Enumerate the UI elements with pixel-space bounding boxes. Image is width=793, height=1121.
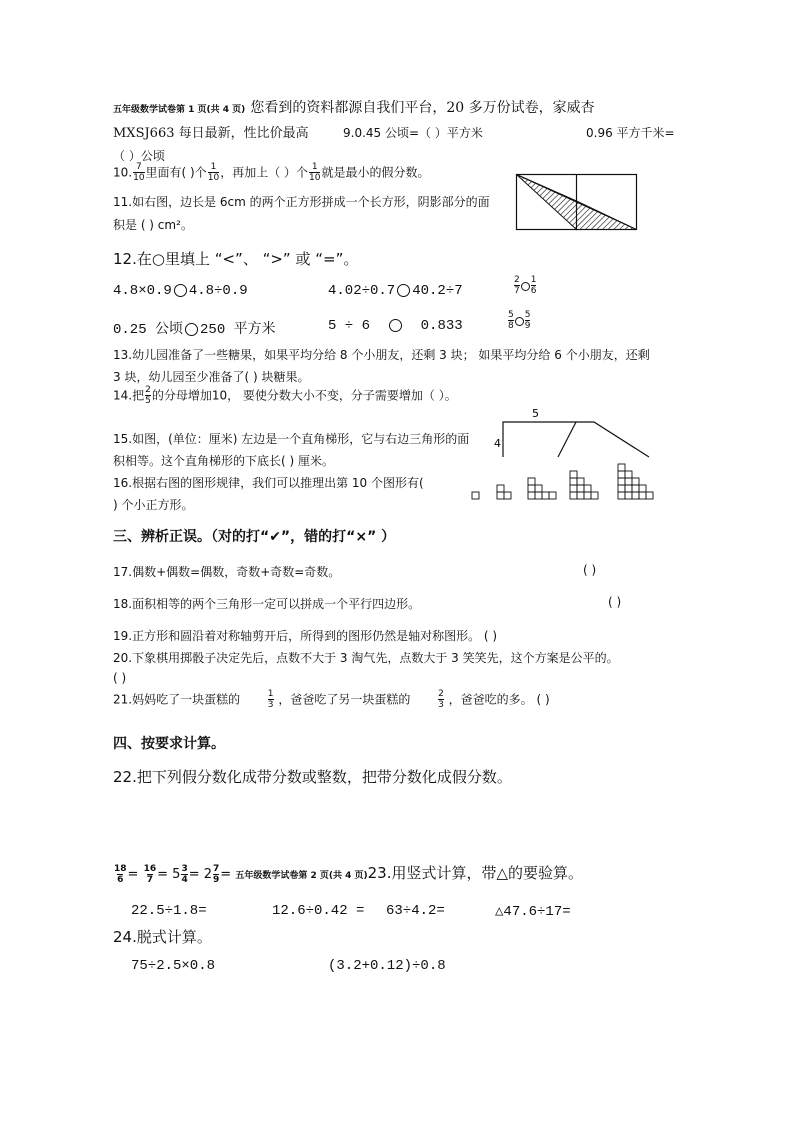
header-line (113, 97, 595, 117)
q11-line-1: 11.如右图，边长是 6cm 的两个正方形拼成一个长方形，阴影部分的面 (113, 195, 490, 209)
section-3-title: 三、辨析正误。（对的打“✔”，错的打“×” ） (113, 529, 396, 545)
q12-fraction-2: $\frac{1}{6}$ (530, 275, 537, 296)
q12-row-1-right (513, 276, 537, 296)
q15-trapezoid-triangle-figure (494, 405, 654, 460)
q18-text: 18.面积相等的两个三角形一定可以拼成一个平行四边形。 (113, 597, 421, 611)
q16-line-1: 16.根据右图的图形规律，我们可以推理出第 10 个图形有( (113, 476, 424, 490)
q10-text-3: ，再加上（ ）个 (220, 165, 309, 180)
q22-title: 22.把下列假分数化成带分数或整数，把带分数化成假分数。 (113, 768, 512, 786)
q22-fraction-d: $\frac{7}{9}$ (213, 863, 220, 885)
q12-row-2-left: 0.25 公顷 250 平方米 (113, 322, 276, 338)
q22-fraction-b: $\frac{16}{7}$ (143, 863, 157, 885)
q10-fraction-2: $\frac{1}{10}$ (207, 162, 220, 183)
q23-title: 23.用竖式计算，带△的要验算。 (367, 864, 584, 882)
q14-fraction: $\frac{2}{5}$ (145, 385, 151, 406)
q24-expression-a: 75÷2.5×0.8 (131, 958, 216, 974)
q10-fraction-3: $\frac{1}{10}$ (309, 162, 321, 183)
q10-text-2: 里面有( )个 (145, 165, 207, 180)
q18-answer-paren[interactable]: ( ) (608, 595, 622, 609)
q9-part-a: 9.0.45 公顷=（ ）平方米 (343, 126, 483, 140)
q12-fraction-3: $\frac{5}{8}$ (508, 310, 514, 331)
page-label-2: 五年级数学试卷第 2 页(共 4 页) (235, 871, 368, 881)
q10-fraction-1: $\frac{7}{10}$ (133, 162, 145, 183)
ad-text-2: MXSJ663 每日最新，性比价最高 (113, 126, 309, 141)
q24-expression-b: (3.2+0.12)÷0.8 (328, 958, 446, 974)
compare-circle[interactable] (389, 319, 402, 332)
q15-figure-label-5: 5 (532, 407, 539, 420)
section-4-title: 四、按要求计算。 (113, 736, 225, 752)
q9-part-c: （ ）公顷 (113, 149, 165, 163)
q20-line-2[interactable]: ( ) (113, 671, 127, 685)
q19-text: 19.正方形和圆沿着对称轴剪开后，所得到的图形仍然是轴对称图形。 ( ) (113, 629, 498, 643)
q22-fraction-a: $\frac{18}{6}$ (114, 863, 127, 885)
q12-title: 12.在○里填上 “<”、 “>” 或 “=”。 (113, 250, 359, 268)
q22-fraction-c: $\frac{3}{4}$ (181, 863, 188, 885)
q12-row-2-right (507, 311, 531, 331)
q15-figure-label-4: 4 (494, 437, 501, 450)
q15-line-1: 15.如图，(单位：厘米) 左边是一个直角梯形，它与右边三角形的面 (113, 432, 470, 446)
compare-circle[interactable] (397, 284, 410, 297)
q20-line-1: 20.下象棋用掷骰子决定先后，点数不大于 3 淘气先，点数大于 3 笑笑先，这个方案是公平的。 (113, 651, 619, 665)
q24-title: 24.脱式计算。 (113, 928, 212, 946)
question-21: 21.妈妈吃了一块蛋糕的 $\frac{1}{3}$ ，爸爸吃了另一块蛋糕的 $\frac{2}{3}$ ，爸爸吃的多。 ( ) (113, 689, 550, 710)
q23-item-2: 12.6÷0.42 = (272, 903, 365, 919)
q12-row-1-left: 4.8×0.9 4.8÷0.9 (113, 283, 248, 299)
q23-item-4: △47.6÷17= (495, 904, 571, 920)
question-10 (113, 163, 429, 183)
q21-fraction-2: $\frac{2}{3}$ (438, 689, 444, 710)
q17-text: 17.偶数+偶数=偶数，奇数+奇数=奇数。 (113, 565, 341, 579)
q13-line-1: 13.幼儿园准备了一些糖果，如果平均分给 8 个小朋友，还剩 3 块； 如果平均分给 6 个小朋友，还剩 (113, 348, 650, 362)
q15-line-2: 积相等。这个直角梯形的下底长( ) 厘米。 (113, 454, 334, 468)
q17-answer-paren[interactable]: ( ) (583, 563, 597, 577)
q12-row-1-mid: 4.02÷0.7 40.2÷7 (328, 283, 463, 299)
q12-fraction-1: $\frac{2}{7}$ (514, 275, 520, 296)
q11-line-2: 积是 ( ) cm²。 (113, 218, 193, 232)
compare-circle[interactable] (185, 323, 198, 336)
q10-number: 10. (113, 165, 133, 180)
ad-text-1: 您看到的资料都源自我们平台，20 多万份试卷，家威杏 (250, 100, 595, 116)
q12-fraction-4: $\frac{5}{9}$ (524, 310, 531, 331)
q16-line-2: ) 个小正方形。 (113, 498, 194, 512)
q16-square-pattern-figure (470, 458, 665, 503)
compare-circle[interactable] (174, 284, 187, 297)
q22-calc-row: $\frac{18}{6}$ = $\frac{16}{7}$ = 5 $\frac{3}{4}$ = 2 $\frac{7}{9}$ = 五年级数学试卷第 2 页(共 4 页)23.用竖式计算，带△的要验算。 (114, 863, 584, 885)
compare-circle[interactable] (521, 282, 530, 291)
q23-item-1: 22.5÷1.8= (131, 903, 207, 919)
question-14: 14.把 $\frac{2}{5}$ 的分母增加10， 要使分数大小不变，分子需要增加（ ）。 (113, 385, 457, 406)
q10-text-4: 就是最小的假分数。 (321, 165, 430, 180)
page-label-1: 五年级数学试卷第 1 页(共 4 页) (113, 105, 246, 115)
q13-line-2: 3 块，幼儿园至少准备了( ) 块糖果。 (113, 370, 310, 384)
compare-circle[interactable] (515, 317, 524, 326)
q21-fraction-1: $\frac{1}{3}$ (267, 689, 274, 710)
q12-row-2-mid: 5 ÷ 6 0.833 (328, 318, 463, 334)
q23-item-3: 63÷4.2= (386, 903, 445, 919)
q11-rectangle-figure (516, 174, 638, 231)
q9-part-b: 0.96 平方千米= (586, 126, 675, 140)
